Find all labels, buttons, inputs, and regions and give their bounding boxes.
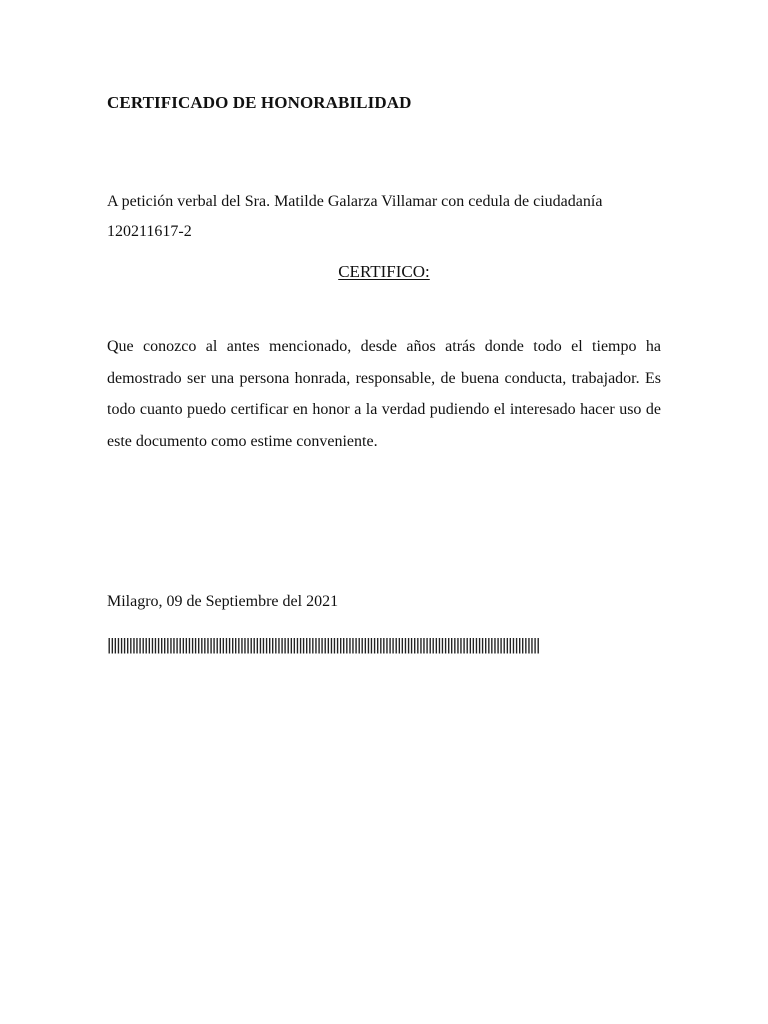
document-title: CERTIFICADO DE HONORABILIDAD [107,93,412,112]
body-paragraph: Que conozco al antes mencionado, desde años atrás donde todo el tiempo ha demostrado ser una persona honrada, responsable, de buena conducta, trabajador. Es todo cuanto puedo certificar en honor a la verdad pudiendo el interesado hacer uso de este documento como estime conveniente. [107,338,661,450]
signature-line: |||||||||||||||||||||||||||||||||||||||||||||||||||||||||||||||||||||||||||||||||||||||||||||||||||||||||||||||||||||||||||||||||||||||||||| [107,635,540,654]
certifico-heading [0,262,768,282]
place-date: Milagro, 09 de Septiembre del 2021 [107,593,339,610]
intro-paragraph: A petición verbal del Sra. Matilde Galarza Villamar con cedula de ciudadanía 120211617-2 [107,193,603,240]
certifico-heading-text: CERTIFICO: [338,262,430,281]
